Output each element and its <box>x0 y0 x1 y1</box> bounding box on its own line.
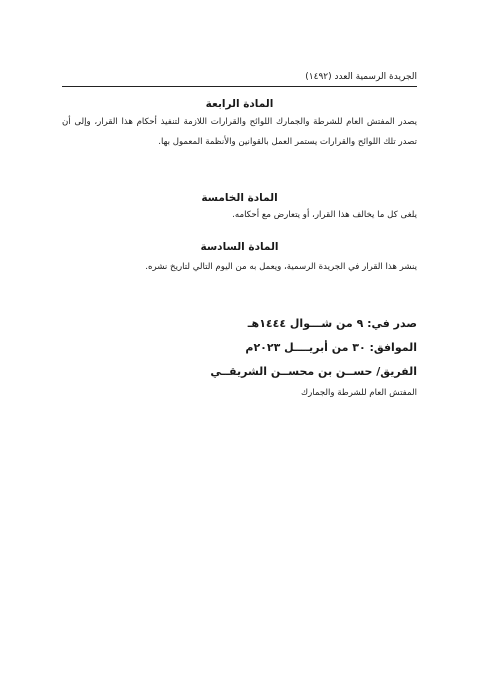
signatory-title: المفتش العام للشرطة والجمارك <box>301 388 417 398</box>
signatory-name: الفريق/ حســن بن محســن الشريقــي <box>210 365 417 378</box>
article-4-text: يصدر المفتش العام للشرطة والجمارك اللوائح والقرارات اللازمة لتنفيذ أحكام هذا القرار، وإلى أن تصدر تلك اللوائح والقرارات يستمر العمل بالقوانين والأنظمة المعمول بها. <box>62 117 417 147</box>
gazette-header: الجريدة الرسمية العدد (١٤٩٢) <box>305 72 417 82</box>
article-4-heading: المادة الرابعة <box>205 98 274 110</box>
article-5-heading: المادة الخامسة <box>201 192 278 204</box>
header-divider <box>62 86 417 87</box>
article-6-heading: المادة السادسة <box>200 241 279 253</box>
issued-date-hijri: صدر في: ٩ من شـــوال ١٤٤٤هـ <box>247 317 417 330</box>
issued-date-gregorian: الموافق: ٣٠ من أبريــــل ٢٠٢٣م <box>245 341 417 354</box>
article-6-text: ينشر هذا القرار في الجريدة الرسمية، ويعمل به من اليوم التالي لتاريخ نشره. <box>145 262 417 272</box>
article-5-text: يلغى كل ما يخالف هذا القرار، أو يتعارض مع أحكامه. <box>232 210 417 220</box>
